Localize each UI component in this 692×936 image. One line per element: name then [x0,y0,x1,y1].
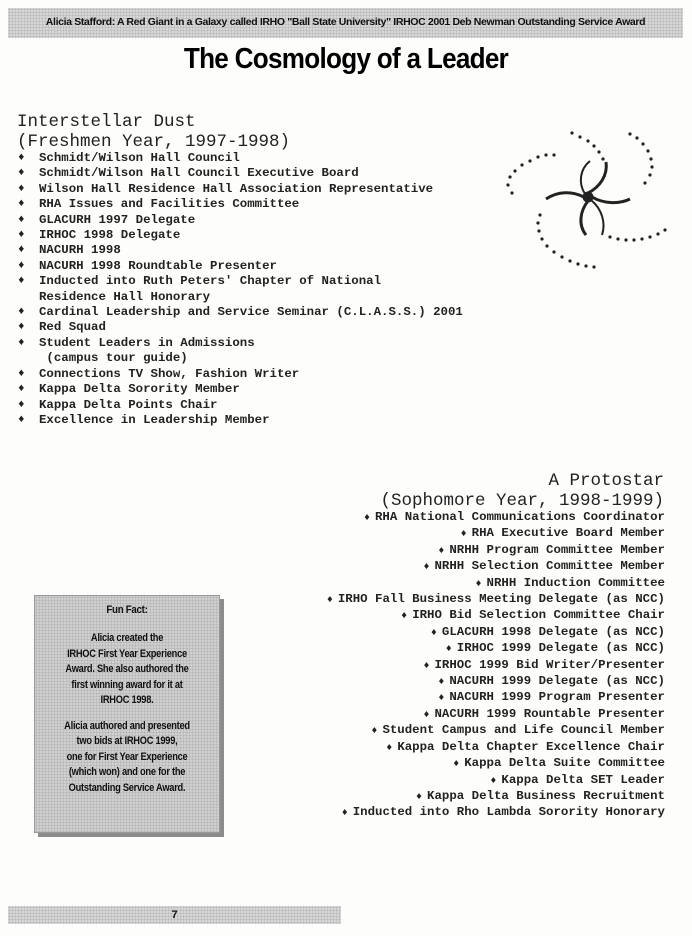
section2-heading [380,471,664,511]
diamond-bullet-icon: ♦ [438,545,445,557]
list-item-text: NACURH 1998 Roundtable Presenter [39,258,277,273]
list-item [327,690,665,706]
list-item [327,789,665,805]
diamond-bullet-icon: ♦ [430,627,437,639]
diamond-bullet-icon: ♦ [18,229,25,242]
list-item-text: Kappa Delta Suite Committee [464,756,665,771]
list-item-text: (campus tour guide) [39,351,188,366]
list-item-text: Wilson Hall Residence Hall Association Representative [39,181,434,196]
list-item-text: NACURH 1999 Rountable Presenter [434,706,665,721]
spiral-galaxy-icon [500,125,675,275]
list-item-text: RHA Issues and Facilities Committee [39,197,300,212]
list-item-text: Cardinal Leadership and Service Seminar (C.L.A.S.S.) 2001 [39,305,463,320]
list-item-text: Residence Hall Honorary [39,289,211,304]
diamond-bullet-icon: ♦ [18,413,25,426]
list-item [18,151,463,166]
list-item [327,723,665,739]
list-item [18,182,463,197]
list-item [327,707,665,723]
fun-fact-line: Alicia created the [90,632,164,644]
fun-fact-paragraph-1 [55,631,199,709]
fun-fact-line: IRHOC First Year Experience [67,647,187,660]
list-item [327,641,665,657]
page-title: The Cosmology of a Leader [183,43,509,75]
diamond-bullet-icon: ♦ [341,808,348,820]
diamond-bullet-icon: ♦ [18,198,25,211]
list-item-text: NACURH 1998 [39,243,121,258]
list-item [18,336,463,351]
fun-fact-line: Award. She also authored the [65,663,189,675]
fun-fact-line: first winning award for it at [71,678,183,691]
fun-fact-line: IRHOC 1998. [100,694,154,706]
diamond-bullet-icon: ♦ [326,595,333,607]
diamond-bullet-icon: ♦ [445,644,452,656]
diamond-bullet-icon: ♦ [18,213,25,226]
diamond-bullet-icon: ♦ [363,513,370,524]
list-item [327,658,665,674]
diamond-bullet-icon: ♦ [453,759,460,771]
section1-title-line1: Interstellar Dust [17,112,196,132]
diamond-bullet-icon: ♦ [460,529,467,541]
section1-heading [17,112,290,152]
list-item-text: NRHH Selection Committee Member [434,559,665,574]
list-item-text: Schmidt/Wilson Hall Council [39,151,240,165]
list-item [327,608,665,624]
list-item-text: Kappa Delta Sorority Member [39,382,240,397]
list-item-text: Student Campus and Life Council Member [382,723,665,738]
list-item [327,526,665,542]
list-item-text: IRHO Fall Business Meeting Delegate (as NCC) [337,592,665,607]
list-item [327,576,665,592]
list-item [18,259,463,274]
diamond-bullet-icon: ♦ [18,244,25,257]
list-item [327,543,665,559]
list-item-text: IRHOC 1999 Bid Writer/Presenter [434,657,665,672]
diamond-bullet-icon: ♦ [386,742,393,754]
footer-bar [8,906,341,924]
diamond-bullet-icon: ♦ [423,709,430,721]
diamond-bullet-icon: ♦ [423,562,430,574]
list-item [327,592,665,608]
list-item [327,756,665,772]
list-item [327,625,665,641]
diamond-bullet-icon: ♦ [475,578,482,590]
fun-fact-line: two bids at IRHOC 1999, [76,735,178,747]
list-item-text: Kappa Delta Chapter Excellence Chair [397,739,665,754]
diamond-bullet-icon: ♦ [416,791,423,803]
list-item-text: NRHH Induction Committee [486,575,665,590]
page-number: 7 [171,909,178,921]
list-item-text: IRHO Bid Selection Committee Chair [412,608,665,623]
diamond-bullet-icon: ♦ [438,677,445,689]
diamond-bullet-icon: ♦ [438,693,445,705]
diamond-bullet-icon: ♦ [18,321,25,334]
fun-fact-box [34,595,220,833]
fun-fact-paragraph-2 [55,719,199,797]
diamond-bullet-icon: ♦ [401,611,408,623]
diamond-bullet-icon: ♦ [18,259,25,272]
diamond-bullet-icon: ♦ [423,660,430,672]
section2-title-line2: (Sophomore Year, 1998-1999) [380,491,664,511]
list-item-text: Inducted into Ruth Peters' Chapter of National [39,274,382,289]
list-item-text: NACURH 1999 Delegate (as NCC) [449,674,665,689]
diamond-bullet-icon: ♦ [18,398,25,411]
list-item [18,228,463,243]
list-item [18,290,463,305]
fun-fact-title: Fun Fact: [106,604,148,616]
diamond-bullet-icon: ♦ [18,275,25,288]
list-item-text: Student Leaders in Admissions [39,335,255,350]
list-item-text: NACURH 1999 Program Presenter [449,690,665,705]
list-item [327,510,665,526]
list-item [18,413,463,428]
list-item [18,320,463,335]
list-item [18,351,463,366]
fun-fact-line: (which won) and one for the [68,766,186,778]
list-item [327,674,665,690]
section2-title-line1: A Protostar [548,471,664,491]
fun-fact-line: one for First Year Experience [66,750,188,763]
list-item-text: Red Squad [39,320,106,335]
diamond-bullet-icon: ♦ [371,726,378,738]
list-item [18,398,463,413]
diamond-bullet-icon: ♦ [18,167,25,180]
list-item-text: GLACURH 1997 Delegate [39,212,196,227]
list-item [18,274,463,289]
list-item [327,740,665,756]
freshman-year-list [18,151,463,428]
list-item-text: Kappa Delta SET Leader [501,772,665,787]
header-text: Alicia Stafford: A Red Giant in a Galaxy called IRHO "Ball State University" IRHOC 2001 Deb Newman Outstanding Service Award [45,16,646,28]
list-item [18,382,463,397]
list-item-text: GLACURH 1998 Delegate (as NCC) [441,624,665,639]
list-item-text: Kappa Delta Points Chair [39,397,218,412]
list-item-text: Kappa Delta Business Recruitment [427,788,665,803]
list-item-text: IRHOC 1998 Delegate [39,228,181,243]
list-item-text: RHA National Communications Coordinator [375,510,665,524]
list-item-text: Connections TV Show, Fashion Writer [39,366,300,381]
list-item [18,166,463,181]
list-item [327,805,665,821]
diamond-bullet-icon: ♦ [18,367,25,380]
section1-title-line2: (Freshmen Year, 1997-1998) [17,132,291,152]
list-item-text: Excellence in Leadership Member [39,412,270,427]
diamond-bullet-icon: ♦ [18,383,25,396]
list-item [18,213,463,228]
list-item [18,367,463,382]
header-bar [8,8,683,38]
diamond-bullet-icon: ♦ [18,182,25,195]
list-item-text: Schmidt/Wilson Hall Council Executive Board [39,166,359,181]
sophomore-year-list [327,510,665,822]
fun-fact-line: Outstanding Service Award. [68,781,186,794]
list-item-text: IRHOC 1999 Delegate (as NCC) [456,641,665,656]
list-item [327,559,665,575]
list-item [18,197,463,212]
diamond-bullet-icon: ♦ [490,775,497,787]
list-item [327,773,665,789]
diamond-bullet-icon: ♦ [18,336,25,349]
diamond-bullet-icon: ♦ [18,152,25,164]
list-item [18,305,463,320]
list-item-text: NRHH Program Committee Member [449,542,665,557]
diamond-bullet-icon: ♦ [18,306,25,319]
list-item [18,243,463,258]
fun-fact-line: Alicia authored and presented [64,719,190,732]
list-item-text: RHA Executive Board Member [471,526,665,541]
list-item-text: Inducted into Rho Lambda Sorority Honorary [352,805,665,820]
